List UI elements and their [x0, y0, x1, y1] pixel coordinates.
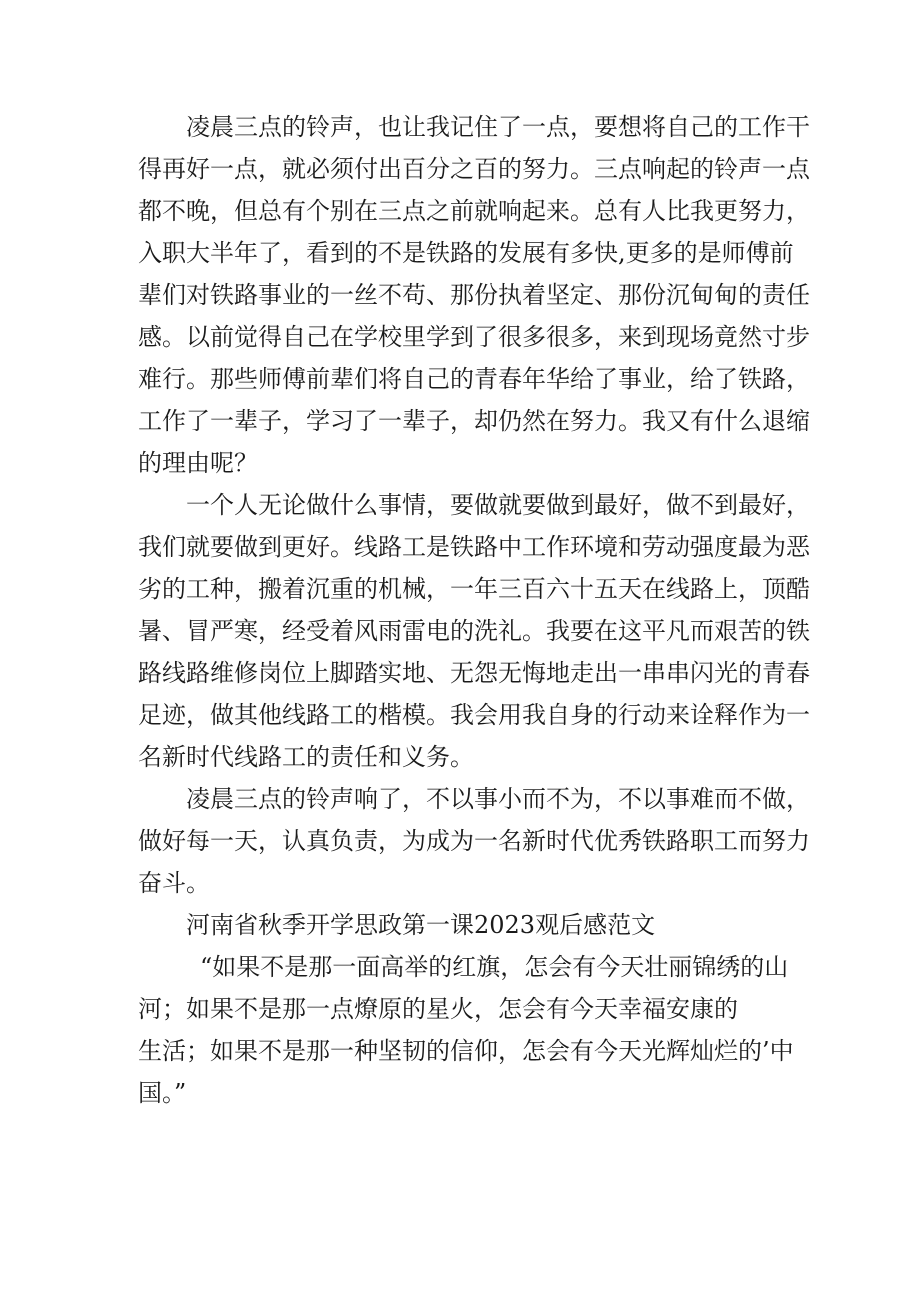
text-line: 足迹，做其他线路工的楷模。我会用我自身的行动来诠释作为一: [138, 701, 810, 729]
paragraph-2: [138, 484, 810, 778]
text-line: 路线路维修岗位上脚踏实地、无怨无悔地走出一串串闪光的青春: [138, 659, 810, 687]
text-line: 名新时代线路工的责任和义务。: [138, 743, 474, 771]
text-line: 都不晚，但总有个别在三点之前就响起来。总有人比我更努力，: [138, 197, 810, 225]
paragraph-3: [138, 778, 810, 904]
text-line: 一个人无论做什么事情，要做就要做到最好，做不到最好，: [186, 491, 810, 519]
text-line: 入职大半年了，看到的不是铁路的发展有多快,更多的是师傅前: [138, 239, 794, 267]
text-line: 劣的工种，搬着沉重的机械，一年三百六十五天在线路上，顶酷: [138, 575, 810, 603]
text-line: 工作了一辈子，学习了一辈子，却仍然在努力。我又有什么退缩: [138, 407, 810, 435]
text-line: 国。”: [138, 1079, 187, 1107]
text-line: 奋斗。: [138, 869, 210, 897]
text-line: 生活；如果不是那一种坚韧的信仰，怎会有今天光辉灿烂的’中: [138, 1037, 794, 1065]
text-line: 河；如果不是那一点燎原的星火，怎会有今天幸福安康的: [138, 995, 738, 1023]
paragraph-1: [138, 106, 810, 484]
text-line: 我们就要做到更好。线路工是铁路中工作环境和劳动强度最为恶: [138, 533, 810, 561]
text-line: 凌晨三点的铃声响了，不以事小而不为，不以事难而不做，: [186, 785, 810, 813]
text-line: 感。以前觉得自己在学校里学到了很多很多，来到现场竟然寸步: [138, 323, 810, 351]
document-body: [138, 106, 810, 1114]
text-line: 凌晨三点的铃声，也让我记住了一点，要想将自己的工作干: [186, 113, 810, 141]
text-line: 暑、冒严寒，经受着风雨雷电的洗礼。我要在这平凡而艰苦的铁: [138, 617, 810, 645]
text-line: “如果不是那一面高举的红旗，怎会有今天壮丽锦绣的山: [200, 953, 789, 981]
quote-paragraph: [138, 946, 798, 1114]
text-line: 得再好一点，就必须付出百分之百的努力。三点响起的铃声一点: [138, 155, 810, 183]
text-line: 难行。那些师傅前辈们将自己的青春年华给了事业，给了铁路，: [138, 365, 810, 393]
text-line: 的理由呢？: [138, 449, 258, 477]
text-line: 辈们对铁路事业的一丝不苟、那份执着坚定、那份沉甸甸的责任: [138, 281, 810, 309]
heading-text: 河南省秋季开学思政第一课2023观后感范文: [186, 911, 656, 939]
section-heading: [138, 904, 798, 946]
text-line: 做好每一天，认真负责，为成为一名新时代优秀铁路职工而努力: [138, 827, 810, 855]
